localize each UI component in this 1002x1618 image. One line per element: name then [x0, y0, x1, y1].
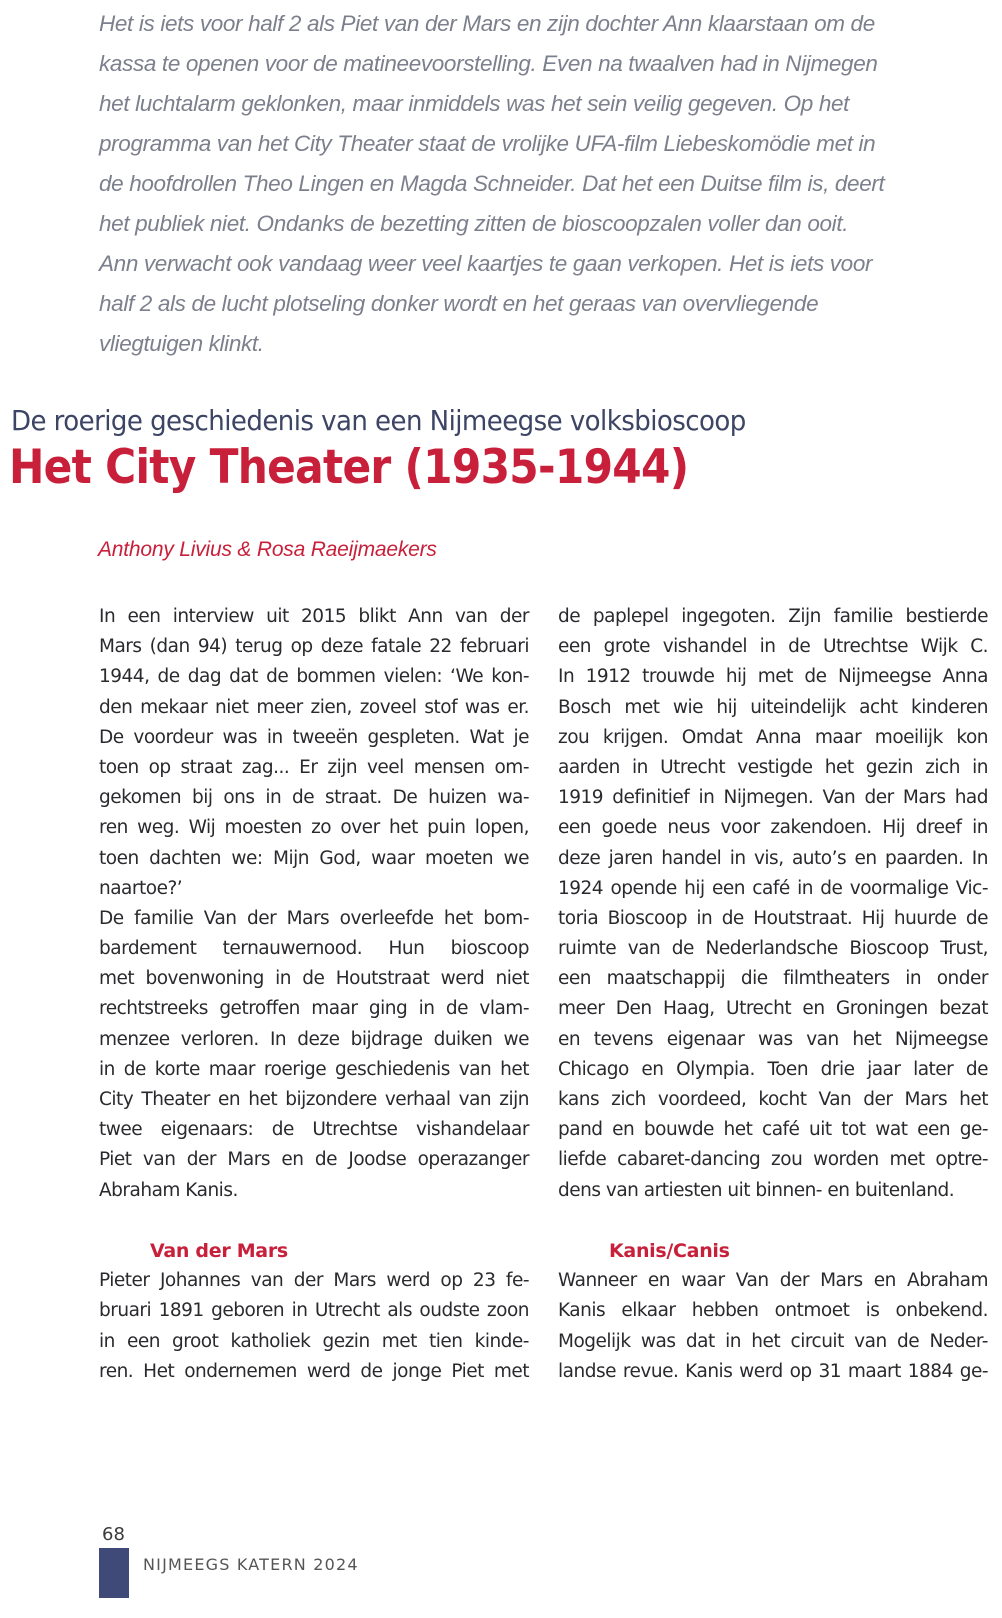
body-line: Abraham Kanis.	[99, 1179, 238, 1201]
intro-line: kassa te openen voor de matineevoorstelling. Even na twaalven had in Nijmegen	[99, 51, 878, 76]
body-line: pand en bouwde het café uit tot wat een ge-	[558, 1119, 988, 1141]
body-line: toen op straat zag... Er zijn veel mensen om-	[99, 756, 529, 778]
body-line: Mogelijk was dat in het circuit van de Neder-	[558, 1330, 988, 1352]
body-line: aarden in Utrecht vestigde het gezin zich in	[558, 756, 988, 778]
intro-line: programma van het City Theater staat de vrolijke UFA-film Liebeskomödie met in	[99, 131, 876, 156]
intro-line: Ann verwacht ook vandaag weer veel kaartjes te gaan verkopen. Het is iets voor	[99, 251, 873, 276]
body-line: liefde cabaret-dancing zou worden met optre-	[558, 1149, 988, 1171]
body-line: en tevens eigenaar was van het Nijmeegse	[558, 1028, 988, 1050]
intro-line: het publiek niet. Ondanks de bezetting zitten de bioscoopzalen voller dan ooit.	[99, 211, 849, 236]
footer-color-bar	[99, 1548, 129, 1598]
body-line: bardement ternauwernood. Hun bioscoop	[99, 938, 529, 960]
body-line: een grote vishandel in de Utrechtse Wijk C.	[558, 636, 988, 658]
body-line: 1919 definitief in Nijmegen. Van der Mars had	[558, 787, 988, 809]
body-line: gekomen bij ons in de straat. De huizen wa-	[99, 787, 529, 809]
body-line: twee eigenaars: de Utrechtse vishandelaar	[99, 1119, 529, 1141]
body-line: deze jaren handel in vis, auto’s en paarden. In	[558, 847, 988, 869]
body-line: in een groot katholiek gezin met tien kinde-	[99, 1330, 529, 1352]
column-left	[99, 602, 529, 1387]
body-line: zou krijgen. Omdat Anna maar moeilijk kon	[558, 726, 988, 748]
article-authors: Anthony Livius & Rosa Raeijmaekers	[98, 538, 437, 561]
body-line: De voordeur was in tweeën gespleten. Wat je	[99, 726, 529, 748]
body-line: ren weg. Wij moesten zo over het puin lopen,	[99, 817, 529, 839]
body-line: den mekaar niet meer zien, zoveel stof was er.	[99, 696, 529, 718]
intro-line: de hoofdrollen Theo Lingen en Magda Schneider. Dat het een Duitse film is, deert	[99, 171, 885, 196]
body-line: 1924 opende hij een café in de voormalige Vic-	[558, 877, 988, 899]
body-line: meer Den Haag, Utrecht en Groningen bezat	[558, 998, 988, 1020]
intro-line: half 2 als de lucht plotseling donker wordt en het geraas van overvliegende	[99, 291, 819, 316]
intro-line: vliegtuigen klinkt.	[99, 331, 264, 356]
body-line: 1944, de dag dat de bommen vielen: ‘We kon-	[99, 666, 529, 688]
body-line: De familie Van der Mars overleefde het bom-	[99, 907, 529, 929]
body-line: Kanis elkaar hebben ontmoet is onbekend.	[558, 1300, 988, 1322]
body-line: Pieter Johannes van der Mars werd op 23 fe-	[99, 1270, 529, 1292]
body-line: met bovenwoning in de Houtstraat werd niet	[99, 968, 529, 990]
body-line: Bosch met wie hij uiteindelijk acht kinderen	[558, 696, 988, 718]
body-line: dens van artiesten uit binnen- en buitenland.	[558, 1179, 955, 1201]
body-line: toria Bioscoop in de Houtstraat. Hij huurde de	[558, 907, 988, 929]
body-line: ruimte van de Nederlandsche Bioscoop Trust,	[558, 938, 988, 960]
body-line: een goede neus voor zakendoen. Hij dreef in	[558, 817, 988, 839]
body-line: de paplepel ingegoten. Zijn familie bestierde	[558, 606, 988, 627]
body-line: Mars (dan 94) terug op deze fatale 22 februari	[99, 636, 529, 658]
body-line: In 1912 trouwde hij met de Nijmeegse Anna	[558, 666, 988, 688]
body-line: in de korte maar roerige geschiedenis van het	[99, 1058, 529, 1080]
body-line: bruari 1891 geboren in Utrecht als oudste zoon	[99, 1300, 529, 1322]
body-line: ren. Het ondernemen werd de jonge Piet met	[99, 1360, 529, 1382]
body-line: In een interview uit 2015 blikt Ann van der	[99, 606, 529, 627]
body-line: City Theater en het bijzondere verhaal van zijn	[99, 1089, 529, 1110]
section-subheading: Van der Mars	[150, 1239, 288, 1262]
page-number: 68	[102, 1524, 125, 1545]
body-line: kans zich voordeed, kocht Van der Mars het	[558, 1089, 988, 1110]
column-right	[558, 602, 988, 1387]
section-subheading: Kanis/Canis	[609, 1239, 730, 1262]
body-line: Wanneer en waar Van der Mars en Abraham	[558, 1270, 988, 1292]
paragraph-gap	[558, 1206, 988, 1236]
body-line: menzee verloren. In deze bijdrage duiken we	[99, 1028, 529, 1050]
intro-line: Het is iets voor half 2 als Piet van der Mars en zijn dochter Ann klaarstaan om de	[99, 11, 875, 36]
body-line: een maatschappij die filmtheaters in onder	[558, 968, 988, 990]
article-kicker: De roerige geschiedenis van een Nijmeegse volksbioscoop	[11, 404, 746, 437]
body-line: landse revue. Kanis werd op 31 maart 1884 ge-	[558, 1360, 988, 1382]
body-line: Chicago en Olympia. Toen drie jaar later de	[558, 1058, 988, 1080]
body-line: toen dachten we: Mijn God, waar moeten we	[99, 847, 529, 869]
article-title: Het City Theater (1935-1944)	[9, 440, 689, 495]
intro-line: het luchtalarm geklonken, maar inmiddels was het sein veilig gegeven. Op het	[99, 91, 850, 116]
paragraph-gap	[99, 1206, 529, 1236]
intro-paragraph	[99, 4, 979, 364]
body-line: naartoe?’	[99, 877, 183, 899]
body-line: rechtstreeks getroffen maar ging in de vlam-	[99, 998, 529, 1020]
publication-name: NIJMEEGS KATERN 2024	[143, 1555, 359, 1574]
body-line: Piet van der Mars en de Joodse operazanger	[99, 1149, 529, 1171]
